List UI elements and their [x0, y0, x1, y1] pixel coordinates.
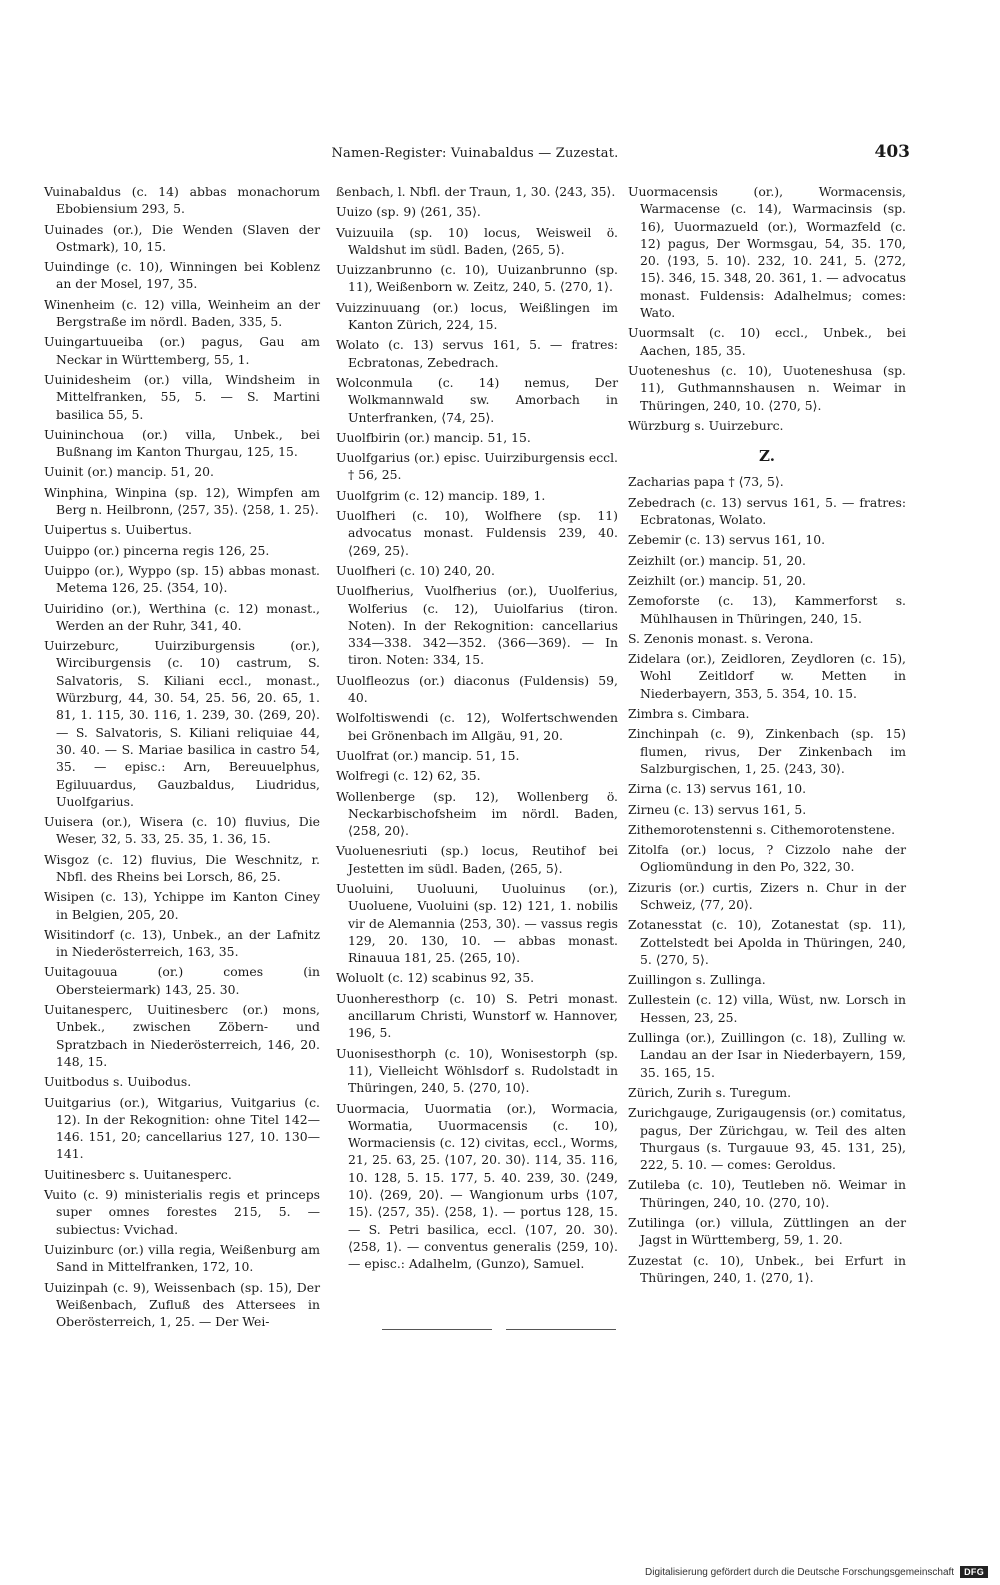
register-entry: Uuizinpah (c. 9), Weissenbach (sp. 15), Der Weißenbach, Zufluß des Attersees in Oberösterreich, 1, 25. — Der Wei-	[44, 1279, 320, 1330]
register-entry: Uuolfbirin (or.) mancip. 51, 15.	[336, 429, 531, 445]
register-entry: Uuoluini, Uuoluuni, Uuoluinus (or.), Uuoluene, Vuoluini (sp. 12) 121, 1. nobilis vir de Alemannia ⟨253, 30⟩. — vassus regis 129, 20. 130, 10. — abbas monast. Rinauua 181, 25. ⟨265, 10⟩.	[336, 880, 618, 966]
register-entry: Vuinabaldus (c. 14) abbas monachorum Ebobiensium 293, 5.	[44, 184, 320, 217]
register-entry: Uuitgarius (or.), Witgarius, Vuitgarius (c. 12). In der Rekognition: ohne Titel 142—146. 151, 20; cancellarius 127, 10. 130—141.	[44, 1094, 320, 1162]
register-column-1	[44, 183, 320, 1333]
register-entry: Woluolt (c. 12) scabinus 92, 35.	[336, 970, 535, 986]
register-entry: Zullinga (or.), Zuillingon (c. 18), Zulling w. Landau an der Isar in Niederbayern, 159, 35. 165, 15.	[628, 1030, 906, 1080]
register-entry: Zuzestat (c. 10), Unbek., bei Erfurt in Thüringen, 240, 1. ⟨270, 1⟩.	[628, 1252, 906, 1285]
register-entry: Uuolfrat (or.) mancip. 51, 15.	[336, 747, 520, 763]
end-rule-right	[506, 1329, 616, 1330]
register-entry: Uuitanesperc, Uuitinesberc (or.) mons, Unbek., zwischen Zöbern- und Spratzbach in Niederösterreich, 146, 20. 148, 15.	[44, 1002, 320, 1069]
register-entry: Uuoteneshus (c. 10), Uuoteneshusa (sp. 11), Guthmannshausen n. Weimar in Thüringen, 240, 10. ⟨270, 5⟩.	[628, 362, 906, 413]
register-entry: Wolconmula (c. 14) nemus, Der Wolkmannwald sw. Amorbach in Unterfranken, ⟨74, 25⟩.	[336, 374, 618, 425]
digitization-footer	[645, 1566, 988, 1578]
register-entry: Zinchinpah (c. 9), Zinkenbach (sp. 15) flumen, rivus, Der Zinkenbach im Salzburgischen, 1, 25. ⟨243, 30⟩.	[628, 726, 906, 776]
register-entry: Zidelara (or.), Zeidloren, Zeydloren (c. 15), Wohl Zeitldorf w. Metten in Niederbayern, 353, 5. 354, 10. 15.	[628, 651, 906, 701]
section-letter-heading: Z.	[759, 447, 775, 466]
register-entry: Wolfregi (c. 12) 62, 35.	[336, 768, 481, 784]
register-entry: Winphina, Winpina (sp. 12), Wimpfen am Berg n. Heilbronn, ⟨257, 35⟩. ⟨258, 1. 25⟩.	[44, 484, 320, 518]
register-entry: Zullestein (c. 12) villa, Wüst, nw. Lorsch in Hessen, 23, 25.	[628, 992, 906, 1025]
register-entry: Wollenberge (sp. 12), Wollenberg ö. Neckarbischofsheim im nördl. Baden, ⟨258, 20⟩.	[336, 788, 618, 839]
register-entry: Zirneu (c. 13) servus 161, 5.	[628, 801, 807, 817]
register-entry: S. Zenonis monast. s. Verona.	[628, 630, 814, 646]
register-entry: Zebemir (c. 13) servus 161, 10.	[628, 532, 826, 548]
running-title: Namen-Register: Vuinabaldus — Zuzestat.	[331, 146, 619, 161]
dfg-logo: DFG	[960, 1566, 988, 1578]
register-entry: Wolato (c. 13) servus 161, 5. — fratres: Ecbratonas, Zebedrach.	[336, 337, 618, 370]
register-entry: Uuindinge (c. 10), Winningen bei Koblenz an der Mosel, 197, 35.	[44, 259, 320, 292]
register-entry: Würzburg s. Uuirzeburc.	[628, 417, 784, 433]
register-entry: Uuippo (or.), Wyppo (sp. 15) abbas monast. Metema 126, 25. ⟨354, 10⟩.	[44, 562, 320, 596]
register-entry: Uuisera (or.), Wisera (c. 10) fluvius, Die Weser, 32, 5. 33, 25. 35, 1. 36, 15.	[44, 814, 320, 847]
register-entry: Zutilinga (or.) villula, Züttlingen an der Jagst in Württemberg, 59, 1. 20.	[628, 1215, 906, 1248]
register-entry: Uuizo (sp. 9) ⟨261, 35⟩.	[336, 204, 481, 220]
register-entry: Zürich, Zurih s. Turegum.	[628, 1084, 792, 1100]
register-entry: Uuitagouua (or.) comes (in Obersteiermark) 143, 25. 30.	[44, 964, 320, 997]
page-header	[40, 140, 910, 170]
register-entry: Uuitbodus s. Uuibodus.	[44, 1074, 192, 1090]
end-rule-left	[382, 1329, 492, 1330]
register-entry: Uuolfheri (c. 10) 240, 20.	[336, 562, 495, 578]
register-entry: Uuiridino (or.), Werthina (c. 12) monast., Werden an der Ruhr, 341, 40.	[44, 600, 320, 633]
register-entry: Uuormsalt (c. 10) eccl., Unbek., bei Aachen, 185, 35.	[628, 325, 906, 358]
register-entry: Uuingartuueiba (or.) pagus, Gau am Neckar in Württemberg, 55, 1.	[44, 334, 320, 367]
register-entry: Uuinades (or.), Die Wenden (Slaven der Ostmark), 10, 15.	[44, 221, 320, 254]
register-entry: Wisitindorf (c. 13), Unbek., an der Lafnitz in Niederösterreich, 163, 35.	[44, 926, 320, 960]
register-entry: Uuirzeburc, Uuirziburgensis (or.), Wirciburgensis (c. 10) castrum, S. Salvatoris, S. Kiliani eccl., monast., Würzburg, 44, 30. 54, 25. 56, 20. 65, 1. 81, 1. 115, 30. 116, 1. 239, 30. ⟨269, 20⟩. — S. Salvatoris, S. Kiliani reliquiae 44, 30. 40. — S. Mariae basilica in castro 54, 35. — episc.: Arn, Bereuuelphus, Egiluuardus, Gauzbaldus, Liudridus, Uuolfgarius.	[44, 638, 320, 809]
register-column-3	[628, 183, 906, 1289]
register-entry: Uuinit (or.) mancip. 51, 20.	[44, 464, 214, 480]
register-entry: Zizuris (or.) curtis, Zizers n. Chur in der Schweiz, ⟨77, 20⟩.	[628, 879, 906, 912]
register-entry: Zotanesstat (c. 10), Zotanestat (sp. 11), Zottelstedt bei Apolda in Thüringen, 240, 5. ⟨270, 5⟩.	[628, 917, 906, 967]
register-entry: Zeizhilt (or.) mancip. 51, 20.	[628, 572, 806, 588]
register-entry: Uuizinburc (or.) villa regia, Weißenburg am Sand in Mittelfranken, 172, 10.	[44, 1241, 320, 1275]
register-entry: Wisipen (c. 13), Ychippe im Kanton Ciney in Belgien, 205, 20.	[44, 889, 320, 922]
register-entry: Zirna (c. 13) servus 161, 10.	[628, 781, 807, 797]
register-entry: Uuipertus s. Uuibertus.	[44, 522, 192, 538]
register-entry: Zitolfa (or.) locus, ? Cizzolo nahe der Ogliomündung in den Po, 322, 30.	[628, 842, 906, 875]
register-entry: Uuolfleozus (or.) diaconus (Fuldensis) 59, 40.	[336, 672, 618, 706]
register-entry: Vuoluenesriuti (sp.) locus, Reutihof bei Jestetten im südl. Baden, ⟨265, 5⟩.	[336, 843, 618, 876]
register-entry: Uuolfheri (c. 10), Wolfhere (sp. 11) advocatus monast. Fuldensis 239, 40. ⟨269, 25⟩.	[336, 508, 618, 558]
register-entry: Uuolfgrim (c. 12) mancip. 189, 1.	[336, 487, 546, 503]
register-entry: Uuolfgarius (or.) episc. Uuirziburgensis eccl. † 56, 25.	[336, 450, 618, 483]
register-entry: Winenheim (c. 12) villa, Weinheim an der Bergstraße im nördl. Baden, 335, 5.	[44, 296, 320, 330]
register-entry: Vuizuuila (sp. 10) locus, Weisweil ö. Waldshut im südl. Baden, ⟨265, 5⟩.	[336, 224, 618, 257]
register-entry: Wisgoz (c. 12) fluvius, Die Weschnitz, r. Nbfl. des Rheins bei Lorsch, 86, 25.	[44, 851, 320, 884]
register-entry: Uuininchoua (or.) villa, Unbek., bei Bußnang im Kanton Thurgau, 125, 15.	[44, 426, 320, 460]
register-entry: Uuormacensis (or.), Wormacensis, Warmacense (c. 14), Warmacinsis (sp. 16), Uuormazueld (or.), Wormazfeld (c. 12) pagus, Der Wormsgau, 54, 35. 170, 20. ⟨193, 5. 10⟩. 232, 10. 241, 5. ⟨272, 15⟩. 346, 15. 348, 20. 361, 1. — advocatus monast. Fuldensis: Adalhelmus; comes: Wato.	[628, 184, 906, 321]
register-entry: Uuolfherius, Vuolfherius (or.), Uuolferius, Wolferius (c. 12), Uuiolfarius (tiron. Noten). In der Rekognition: cancellarius 334—338. 342—352. ⟨366—369⟩. — In tiron. Noten: 334, 15.	[336, 583, 618, 668]
register-entry: Uuinidesheim (or.) villa, Windsheim in Mittelfranken, 55, 5. — S. Martini basilica 55, 5.	[44, 371, 320, 422]
register-entry: Zurichgauge, Zurigaugensis (or.) comitatus, pagus, Der Zürichgau, w. Teil des alten Thurgaus (s. Turgauue 93, 45. 131, 25), 222, 5. 10. — comes: Geroldus.	[628, 1105, 906, 1173]
register-entry: Zimbra s. Cimbara.	[628, 706, 750, 722]
page-number: 403	[874, 142, 910, 162]
register-entry: Zuillingon s. Zullinga.	[628, 972, 766, 988]
register-entry: Uuormacia, Uuormatia (or.), Wormacia, Wormatia, Uuormacensis (c. 10), Wormaciensis (c. 12) civitas, eccl., Worms, 21, 25. 63, 25. ⟨107, 20. 30⟩. 114, 35. 116, 10. 128, 5. 15. 177, 5. 40. 239, 30. ⟨249, 10⟩. ⟨269, 20⟩. — Wangionum urbs ⟨107, 15⟩. ⟨257, 35⟩. ⟨258, 1⟩. — portus 128, 15. — S. Petri basilica, eccl. ⟨107, 20. 30⟩. ⟨258, 1⟩. — conventus generalis ⟨259, 10⟩. — episc.: Adalhelm, (Gunzo), Samuel.	[336, 1100, 618, 1272]
register-entry: ßenbach, l. Nbfl. der Traun, 1, 30. ⟨243, 35⟩.	[336, 184, 616, 199]
register-entry: Uuonheresthorp (c. 10) S. Petri monast. ancillarum Christi, Wunstorf w. Hannover, 196, 5.	[336, 990, 618, 1041]
register-entry: Uuonisesthorph (c. 10), Wonisestorph (sp. 11), Vielleicht Wöhlsdorf s. Rudolstadt in Thüringen, 240, 5. ⟨270, 10⟩.	[336, 1045, 618, 1096]
register-entry: Zebedrach (c. 13) servus 161, 5. — fratres: Ecbratonas, Wolato.	[628, 494, 906, 528]
register-entry: Vuizzinuuang (or.) locus, Weißlingen im Kanton Zürich, 224, 15.	[336, 299, 618, 333]
register-entry: Uuizzanbrunno (c. 10), Uuizanbrunno (sp. 11), Weißenborn w. Zeitz, 240, 5. ⟨270, 1⟩.	[336, 262, 618, 295]
register-entry: Vuito (c. 9) ministerialis regis et princeps super omnes forestes 215, 5. — subiectus: Vvichad.	[44, 1187, 320, 1237]
register-column-2	[336, 183, 618, 1276]
register-entry: Uuippo (or.) pincerna regis 126, 25.	[44, 542, 270, 558]
register-entry: Zemoforste (c. 13), Kammerforst s. Mühlhausen in Thüringen, 240, 15.	[628, 593, 906, 626]
register-entry: Zacharias papa † ⟨73, 5⟩.	[628, 474, 784, 490]
register-entry: Zeizhilt (or.) mancip. 51, 20.	[628, 552, 806, 568]
footer-text: Digitalisierung gefördert durch die Deutsche Forschungsgemeinschaft	[645, 1566, 955, 1578]
register-entry: Uuitinesberc s. Uuitanesperc.	[44, 1166, 232, 1182]
register-entry: Wolfoltiswendi (c. 12), Wolfertschwenden bei Grönenbach im Allgäu, 91, 20.	[336, 710, 618, 743]
register-entry: Zutileba (c. 10), Teutleben nö. Weimar in Thüringen, 240, 10. ⟨270, 10⟩.	[628, 1177, 906, 1210]
register-entry: Zithemorotenstenni s. Cithemorotenstene.	[628, 821, 896, 837]
